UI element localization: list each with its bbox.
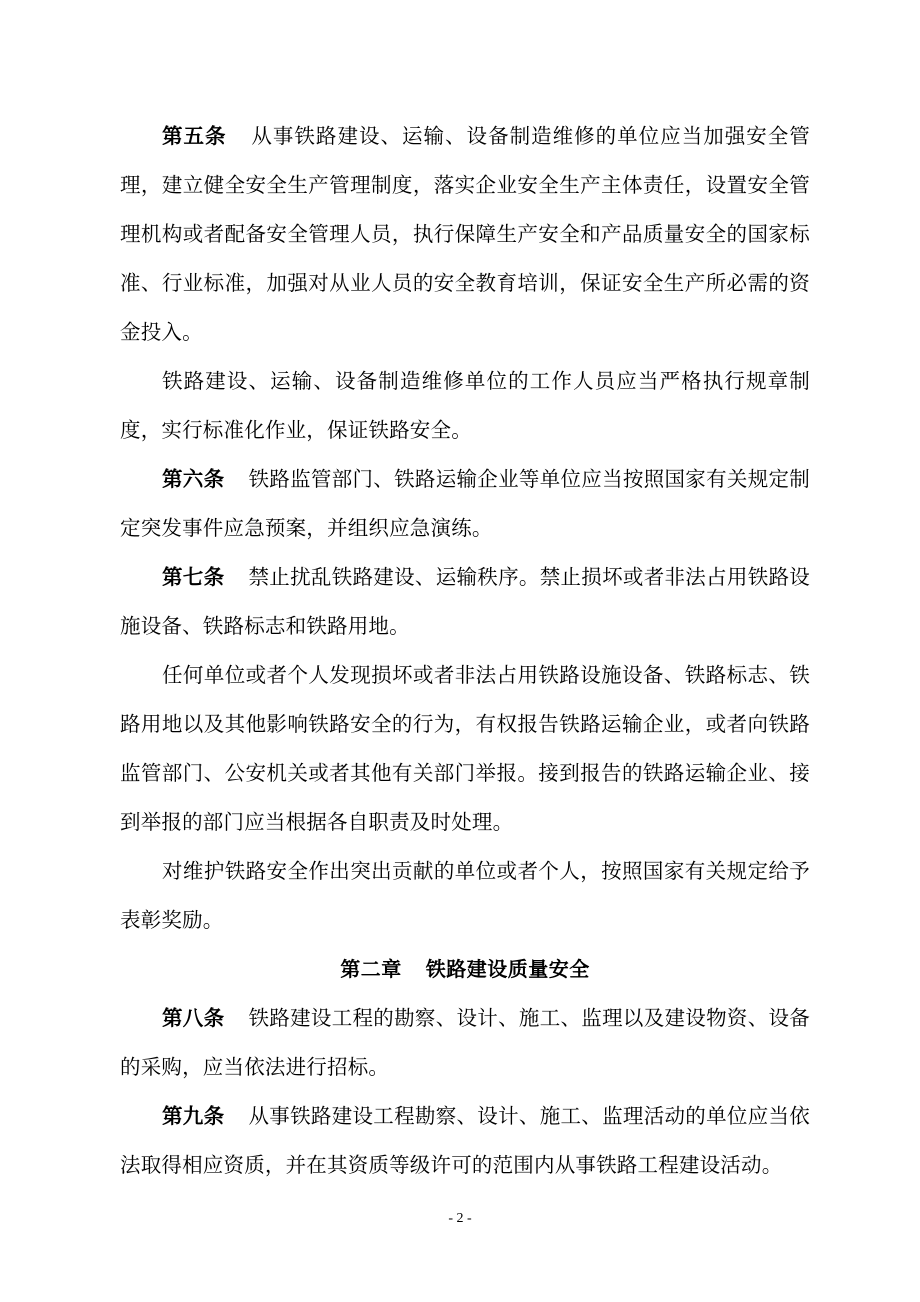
page-number: - 2 - [448,1211,472,1226]
article-5-label: 第五条 [162,124,227,148]
article-5-paragraph-2: 铁路建设、运输、设备制造维修单位的工作人员应当严格执行规章制度，实行标准化作业，保证铁路安全。 [120,369,810,442]
article-7-text: 禁止扰乱铁路建设、运输秩序。禁止损坏或者非法占用铁路设施设备、铁路标志和铁路用地。 [120,565,810,638]
chapter-title: 铁路建设质量安全 [425,957,590,981]
article-6 [120,455,810,553]
article-8-label: 第八条 [162,1006,225,1030]
article-6-text: 铁路监管部门、铁路运输企业等单位应当按照国家有关规定制定突发事件应急预案，并组织应急演练。 [120,467,810,540]
article-9 [120,1092,810,1190]
document-body [120,112,810,1190]
article-7 [120,553,810,651]
article-8 [120,994,810,1092]
article-7-label: 第七条 [162,565,225,589]
article-8-text: 铁路建设工程的勘察、设计、施工、监理以及建设物资、设备的采购，应当依法进行招标。 [120,1006,810,1079]
article-5-text: 从事铁路建设、运输、设备制造维修的单位应当加强安全管理，建立健全安全生产管理制度，落实企业安全生产主体责任，设置安全管理机构或者配备安全管理人员，执行保障生产安全和产品质量安全的国家标准、行业标准，加强对从业人员的安全教育培训，保证安全生产所必需的资金投入。 [120,124,810,344]
article-7-paragraph-2: 任何单位或者个人发现损坏或者非法占用铁路设施设备、铁路标志、铁路用地以及其他影响铁路安全的行为，有权报告铁路运输企业，或者向铁路监管部门、公安机关或者其他有关部门举报。接到报告的铁路运输企业、接到举报的部门应当根据各自职责及时处理。 [120,663,810,834]
article-7-paragraph-3: 对维护铁路安全作出突出贡献的单位或者个人，按照国家有关规定给予表彰奖励。 [120,859,810,932]
chapter-number: 第二章 [340,957,402,981]
article-9-label: 第九条 [162,1104,225,1128]
article-6-label: 第六条 [162,467,225,491]
chapter-heading [120,945,810,994]
article-5 [120,112,810,357]
article-9-text: 从事铁路建设工程勘察、设计、施工、监理活动的单位应当依法取得相应资质，并在其资质等级许可的范围内从事铁路工程建设活动。 [120,1104,810,1177]
